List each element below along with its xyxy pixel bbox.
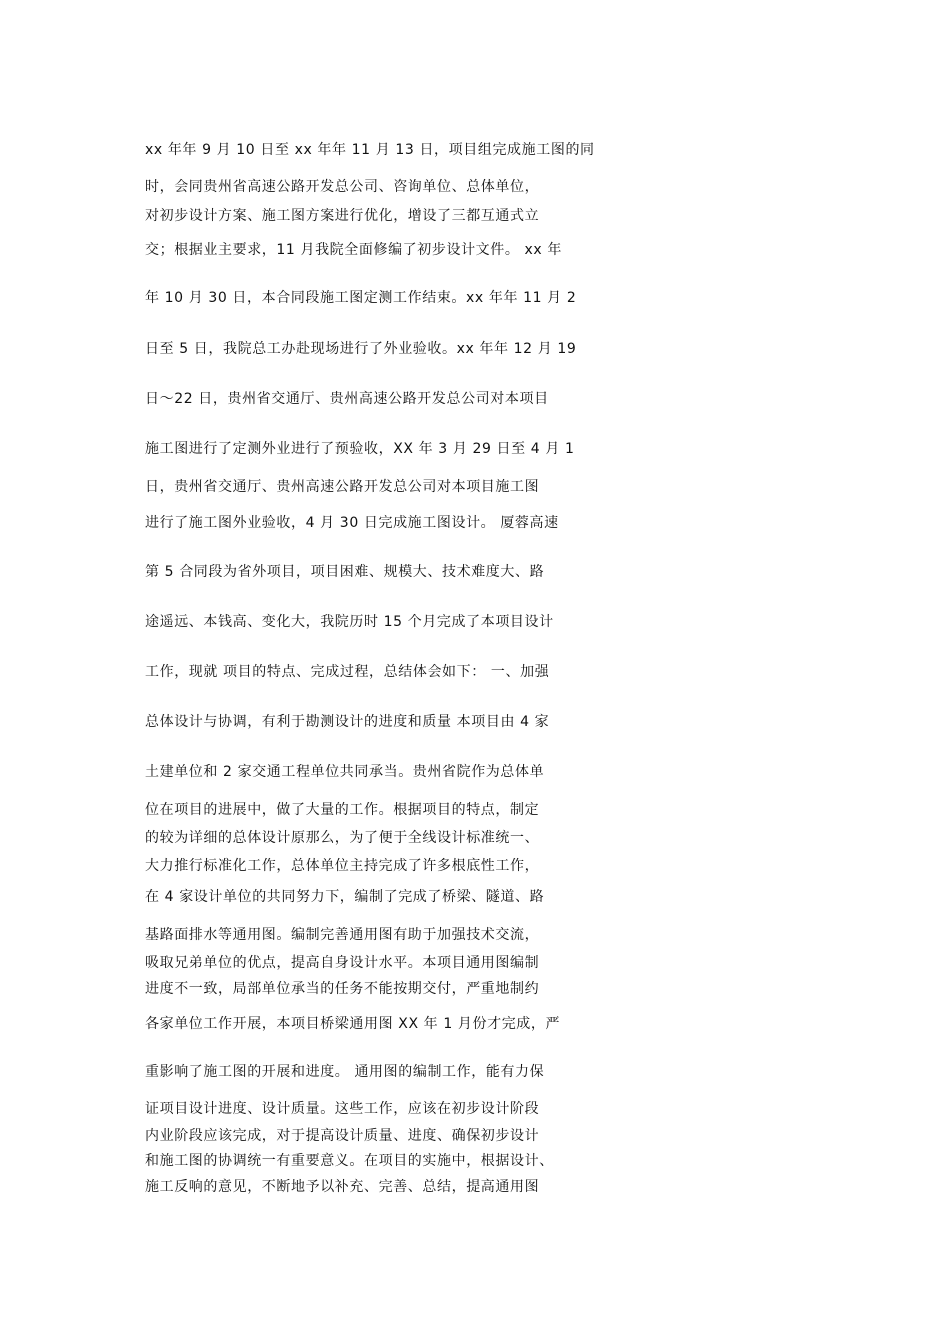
text-line: 进行了施工图外业验收，4 月 30 日完成施工图设计。 厦蓉高速 (145, 515, 559, 531)
text-line: 大力推行标准化工作，总体单位主持完成了许多根底性工作， (145, 858, 540, 874)
text-line: 证项目设计进度、设计质量。这些工作，应该在初步设计阶段 (145, 1101, 540, 1117)
text-line: 第 5 合同段为省外项目，项目困难、规模大、技术难度大、路 (145, 564, 545, 580)
text-line: 各家单位工作开展，本项目桥梁通用图 XX 年 1 月份才完成，严 (145, 1016, 561, 1032)
text-line: 进度不一致，局部单位承当的任务不能按期交付，严重地制约 (145, 981, 540, 997)
text-line: 重影响了施工图的开展和进度。 通用图的编制工作，能有力保 (145, 1064, 545, 1080)
text-line: 和施工图的协调统一有重要意义。在项目的实施中，根据设计、 (145, 1153, 554, 1169)
text-line: 内业阶段应该完成，对于提高设计质量、进度、确保初步设计 (145, 1128, 540, 1144)
text-line: 对初步设计方案、施工图方案进行优化，增设了三都互通式立 (145, 208, 540, 224)
text-line: 日至 5 日，我院总工办赴现场进行了外业验收。xx 年年 12 月 19 (145, 341, 577, 357)
text-line: 位在项目的进展中，做了大量的工作。根据项目的特点，制定 (145, 802, 540, 818)
text-line: 总体设计与协调，有利于勘测设计的进度和质量 本项目由 4 家 (145, 714, 550, 730)
text-line: 年 10 月 30 日，本合同段施工图定测工作结束。xx 年年 11 月 2 (145, 290, 577, 306)
text-line: 施工图进行了定测外业进行了预验收，XX 年 3 月 29 日至 4 月 1 (145, 441, 575, 457)
text-line: 吸取兄弟单位的优点，提高自身设计水平。本项目通用图编制 (145, 955, 540, 971)
text-line: 日～22 日，贵州省交通厅、贵州高速公路开发总公司对本项目 (145, 391, 549, 407)
text-line: xx 年年 9 月 10 日至 xx 年年 11 月 13 日，项目组完成施工图的同 (145, 142, 595, 158)
text-line: 施工反响的意见，不断地予以补充、完善、总结，提高通用图 (145, 1179, 540, 1195)
text-line: 日，贵州省交通厅、贵州高速公路开发总公司对本项目施工图 (145, 479, 540, 495)
text-line: 时，会同贵州省高速公路开发总公司、咨询单位、总体单位， (145, 179, 540, 195)
text-line: 途遥远、本钱高、变化大，我院历时 15 个月完成了本项目设计 (145, 614, 554, 630)
text-line: 交；根据业主要求，11 月我院全面修编了初步设计文件。 xx 年 (145, 242, 562, 258)
text-line: 在 4 家设计单位的共同努力下，编制了完成了桥梁、隧道、路 (145, 889, 545, 905)
text-line: 土建单位和 2 家交通工程单位共同承当。贵州省院作为总体单 (145, 764, 545, 780)
text-line: 的较为详细的总体设计原那么，为了便于全线设计标准统一、 (145, 830, 540, 846)
text-line: 工作，现就 项目的特点、完成过程，总结体会如下： 一、加强 (145, 664, 550, 680)
text-line: 基路面排水等通用图。编制完善通用图有助于加强技术交流， (145, 927, 540, 943)
